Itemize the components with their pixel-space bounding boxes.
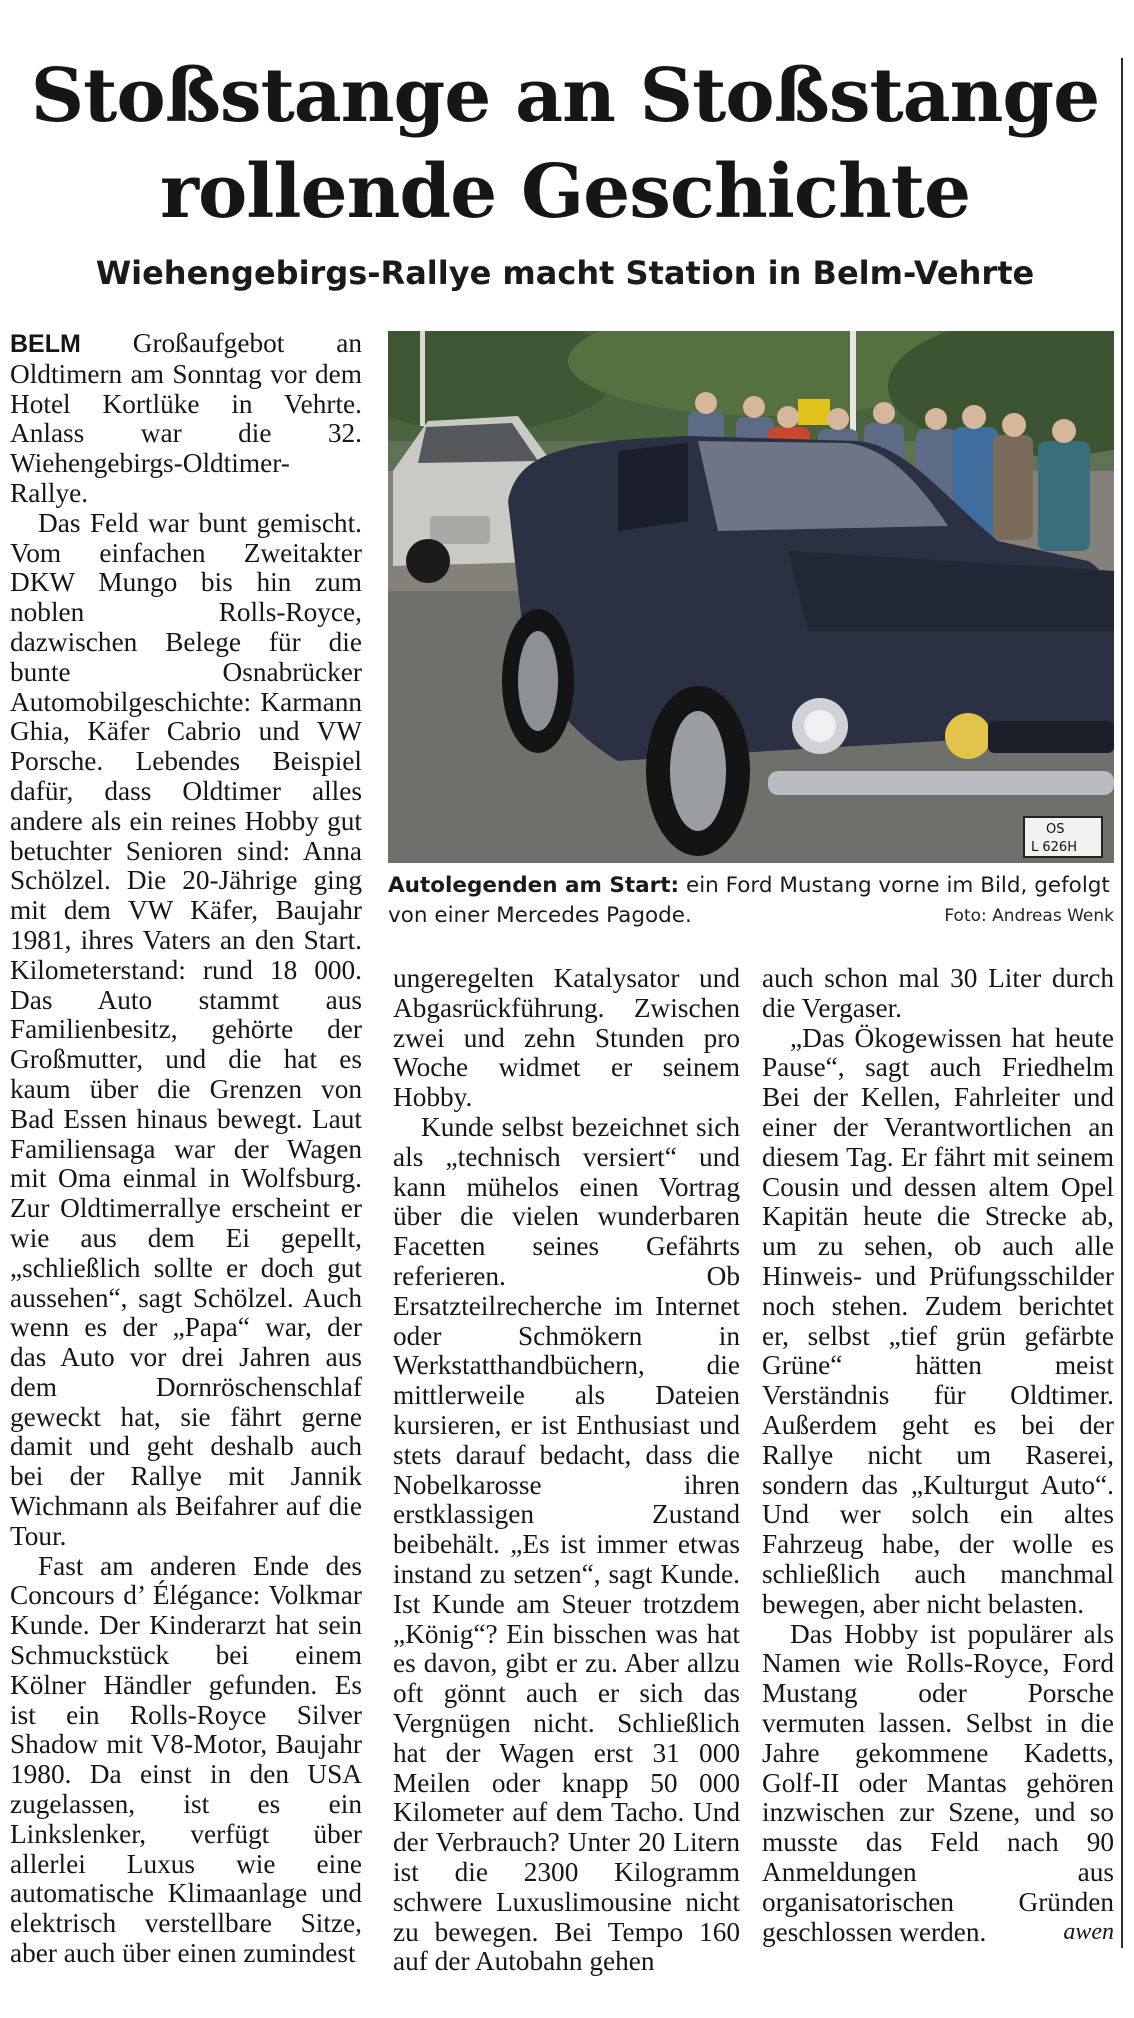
paragraph-intro (10, 329, 362, 509)
license-plate-line-2: L 626H (1031, 840, 1077, 855)
license-plate-line-1: OS (1046, 822, 1065, 837)
headline-line-2: rollende Geschichte (159, 149, 971, 235)
text-column-3 (762, 964, 1114, 1947)
paragraph: Das Feld war bunt gemischt. Vom einfachen Zweitakter DKW Mungo bis hin zum noblen Rolls-Royce, dazwischen Belege für die bunte Osnabrücker Automobilgeschichte: Karmann Ghia, Käfer Cabrio und VW Porsche. Lebendes Beispiel dafür, dass Oldtimer alles andere als ein reines Hobby gut betuchter Senioren sind: Anna Schölzel. Die 20-Jährige ging mit dem VW Käfer, Baujahr 1981, ihres Vaters an den Start. Kilometerstand: rund 18 000. Das Auto stammt aus Familienbesitz, gehörte der Großmutter, und die hat es kaum über die Grenzen von Bad Essen hinaus bewegt. Laut Familiensaga war der Wagen mit Oma einmal in Wolfsburg. Zur Oldtimerrallye erscheint er wie aus dem Ei gepellt, „schließlich sollte er doch gut aussehen“, sagt Schölzel. Auch wenn es der „Papa“ war, der das Auto vor drei Jahren aus dem Dornröschenschlaf geweckt hat, sie fährt gerne damit und geht deshalb auch bei der Rallye mit Jannik Wichmann als Beifahrer auf die Tour. (10, 507, 362, 1551)
paragraph-text: Großaufgebot an Oldtimern am Sonntag vor dem Hotel Kortlüke in Vehrte. Anlass war die 32. Wiehengebirgs-Oldtimer-Rallye. (10, 328, 362, 508)
caption-lead: Autolegenden am Start: (388, 873, 680, 898)
caption-text: ein Ford Mustang vorne im Bild, gefolgt von einer Mercedes Pagode. (388, 873, 1110, 928)
article-photo (388, 331, 1114, 863)
dateline: BELM (10, 330, 81, 358)
paragraph-text: Das Hobby ist populärer als Namen wie Rolls-Royce, Ford Mustang oder Porsche vermuten lassen. Selbst in die Jahre gekommene Kadetts, Golf-II oder Mantas gehören inzwischen zur Szene, und so musste das Feld nach 90 Anmeldungen aus organisatorischen Gründen geschlossen werden. (762, 1618, 1114, 1947)
paragraph: „Das Ökogewissen hat heute Pause“, sagt auch Friedhelm Bei der Kellen, Fahrleiter und einer der Verantwortlichen an diesem Tag. Er fährt mit seinem Cousin und dessen altem Opel Kapitän heute die Strecke ab, um zu sehen, ob auch alle Hinweis- und Prüfungsschilder noch stehen. Zudem berichtet er, selbst „tief grün gefärbte Grüne“ hätten meist Verständnis für Oldtimer. Außerdem geht es bei der Rallye nicht um Raserei, sondern das „Kulturgut Auto“. Und wer solch ein altes Fahrzeug habe, der wolle es schließlich auch manchmal bewegen, aber nicht belasten. (762, 1022, 1114, 1619)
column-rule (1121, 58, 1123, 1948)
author-signature: awen (1063, 1918, 1114, 1945)
paragraph: ungeregelten Katalysator und Abgasrückführung. Zwischen zwei und zehn Stunden pro Woche widmet er seinem Hobby. (393, 963, 740, 1113)
photo-mustang-pagode (388, 331, 1114, 863)
paragraph (762, 1620, 1114, 1948)
subheadline: Wiehengebirgs-Rallye macht Station in Belm-Vehrte (95, 254, 1035, 292)
paragraph: Kunde selbst bezeichnet sich als „technisch versiert“ und kann mühelos einen Vortrag über die vielen wunderbaren Facetten seines Gefährts referieren. Ob Ersatzteilrecherche im Internet oder Schmökern in Werkstatthandbüchern, die mittlerweile als Dateien kursieren, er ist Enthusiast und stets darauf bedacht, dass die Nobelkarosse ihren erstklassigen Zustand beibehält. „Es ist immer etwas instand zu setzen“, sagt Kunde. Ist Kunde am Steuer trotzdem „König“? Ein bisschen was hat es davon, gibt er zu. Aber allzu oft gönnt auch er sich das Vergnügen nicht. Schließlich hat der Wagen erst 31 000 Meilen oder knapp 50 000 Kilometer auf dem Tacho. Und der Verbrauch? Unter 20 Litern ist die 2300 Kilogramm schwere Luxuslimousine nicht zu bewegen. Bei Tempo 160 auf der Autobahn gehen (393, 1111, 740, 1977)
photo-credit: Foto: Andreas Wenk (944, 906, 1114, 926)
text-column-2 (393, 964, 740, 1977)
text-column-1 (10, 329, 362, 1969)
paragraph: auch schon mal 30 Liter durch die Vergaser. (762, 963, 1114, 1023)
photo-caption (388, 871, 1114, 931)
headline-line-1: Stoßstange an Stoßstange (30, 53, 1100, 139)
paragraph: Fast am anderen Ende des Concours d’ Élégance: Volkmar Kunde. Der Kinderarzt hat sein Schmuckstück bei einem Kölner Händler gefunden. Es ist ein Rolls-Royce Silver Shadow mit V8-Motor, Baujahr 1980. Da einst in den USA zugelassen, ist es ein Linkslenker, verfügt über allerlei Luxus wie eine automatische Klimaanlage und elektrisch verstellbare Sitze, aber auch über einen zumindest (10, 1550, 362, 1969)
